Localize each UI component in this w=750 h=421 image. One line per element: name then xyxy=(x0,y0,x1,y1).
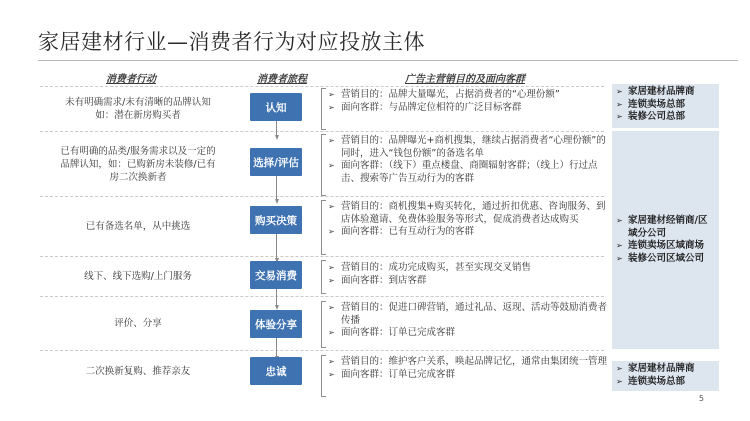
subject-item: ➢ 连锁卖场总部 xyxy=(616,376,715,389)
subject-box-top xyxy=(612,84,719,128)
goal-cell xyxy=(328,135,608,185)
goal-cell xyxy=(328,201,608,239)
goal-item: ➢ 面向客群：（线下）重点楼盘、商圈辐射客群；（线上）行过点击、搜索等广告互动行为的客群 xyxy=(328,160,608,185)
goal-item: ➢ 营销目的：维护客户关系，唤起品牌记忆，通常由集团统一管理 xyxy=(328,356,608,369)
goal-cell xyxy=(328,302,608,340)
row-divider xyxy=(40,196,604,197)
stage-experience-share: 体验分享 xyxy=(250,310,302,338)
brace-line xyxy=(321,260,326,294)
behavior-line: 评价、分享 xyxy=(114,317,162,329)
stage-purchase-decision: 购买决策 xyxy=(250,206,302,234)
header-consumer-behavior: 消费者行动 xyxy=(106,74,156,85)
row-divider xyxy=(40,296,604,297)
stage-evaluation: 选择/评估 xyxy=(250,148,302,176)
goal-item: ➢ 营销目的：商机搜集+购买转化，通过折扣优惠、咨询服务、到店体验邀请、免费体验服务等形式，促成消费者达成购买 xyxy=(328,201,608,226)
header-consumer-journey: 消费者旅程 xyxy=(257,74,307,85)
subject-item: ➢ 家居建材经销商/区域分公司 xyxy=(616,215,715,240)
goal-cell xyxy=(328,356,608,381)
header-marketing-goal: 广告主营销目的及面向客群 xyxy=(405,74,525,85)
behavior-cell xyxy=(40,199,236,254)
subject-box-middle xyxy=(612,131,719,349)
subject-item: ➢ 装修公司区域公司 xyxy=(616,253,715,266)
behavior-cell xyxy=(40,90,236,128)
page-title: 家居建材行业—消费者行为对应投放主体 xyxy=(38,30,425,54)
behavior-line: 未有明确需求/未有清晰的品牌认知 xyxy=(65,97,211,108)
brace-line xyxy=(321,88,326,130)
brace-line xyxy=(321,355,326,397)
flow-arrow-shaft xyxy=(276,234,277,258)
goal-item: ➢ 营销目的：促进口碑营销，通过礼品、返现、活动等鼓励消费者传播 xyxy=(328,302,608,327)
goal-item: ➢ 面向客群：到店客群 xyxy=(328,275,608,288)
behavior-line: 如：潜在新房购买者 xyxy=(95,110,181,121)
row-divider xyxy=(40,86,604,87)
behavior-line: 品牌认知，如：已购新房未装修/已有 xyxy=(60,158,216,170)
goal-item: ➢ 面向客群：订单已完成客群 xyxy=(328,327,608,340)
subject-item: ➢ 家居建材品牌商 xyxy=(616,86,715,99)
flow-arrow-shaft xyxy=(276,338,277,356)
behavior-line: 二次换新复购、推荐亲友 xyxy=(85,365,191,377)
flow-arrow-icon xyxy=(275,199,279,204)
stage-awareness: 认知 xyxy=(250,93,302,121)
brace-line xyxy=(321,301,326,348)
behavior-line: 房二次换新者 xyxy=(109,171,167,183)
row-divider xyxy=(40,131,604,132)
flow-arrow-shaft xyxy=(276,176,277,199)
brace-line xyxy=(321,134,326,196)
stage-loyalty: 忠诚 xyxy=(250,357,302,385)
behavior-line: 线下、线下选购/上门服务 xyxy=(84,271,192,282)
stage-transaction: 交易消费 xyxy=(250,261,302,289)
flow-arrow-icon xyxy=(275,135,279,140)
row-divider xyxy=(40,350,604,351)
flow-arrow-shaft xyxy=(276,289,277,305)
goal-cell xyxy=(328,89,608,114)
behavior-cell xyxy=(40,134,236,194)
goal-item: ➢ 营销目的：品牌曝光+商机搜集，继续占据消费者“心理份额”的同时，进入“钱包份额”的备选名单 xyxy=(328,135,608,160)
behavior-cell xyxy=(40,299,236,347)
title-divider xyxy=(38,60,738,61)
behavior-cell xyxy=(40,354,236,388)
subject-item: ➢ 连锁卖场总部 xyxy=(616,99,715,112)
flow-arrow-shaft xyxy=(276,121,277,135)
page-number: 5 xyxy=(698,394,704,403)
goal-cell xyxy=(328,262,608,287)
goal-item: ➢ 面向客群：订单已完成客群 xyxy=(328,369,608,382)
goal-item: ➢ 营销目的：成功完成购买，甚至实现交叉销售 xyxy=(328,262,608,275)
behavior-line: 已有备选名单，从中挑选 xyxy=(85,221,191,232)
behavior-cell xyxy=(40,259,236,294)
goal-item: ➢ 面向客群：已有互动行为的客群 xyxy=(328,226,608,239)
row-divider xyxy=(40,256,604,257)
subject-box-bottom xyxy=(612,361,719,391)
brace-line xyxy=(321,200,326,255)
goal-item: ➢ 面向客群：与品牌定位相符的广泛目标客群 xyxy=(328,102,608,115)
subject-item: ➢ 连锁卖场区域商场 xyxy=(616,240,715,253)
goal-item: ➢ 营销目的：品牌大量曝光，占据消费者的“心理份额” xyxy=(328,89,608,102)
subject-item: ➢ 装修公司总部 xyxy=(616,111,715,124)
subject-item: ➢ 家居建材品牌商 xyxy=(616,363,715,376)
behavior-line: 已有明确的品类/服务需求以及一定的 xyxy=(60,145,216,157)
